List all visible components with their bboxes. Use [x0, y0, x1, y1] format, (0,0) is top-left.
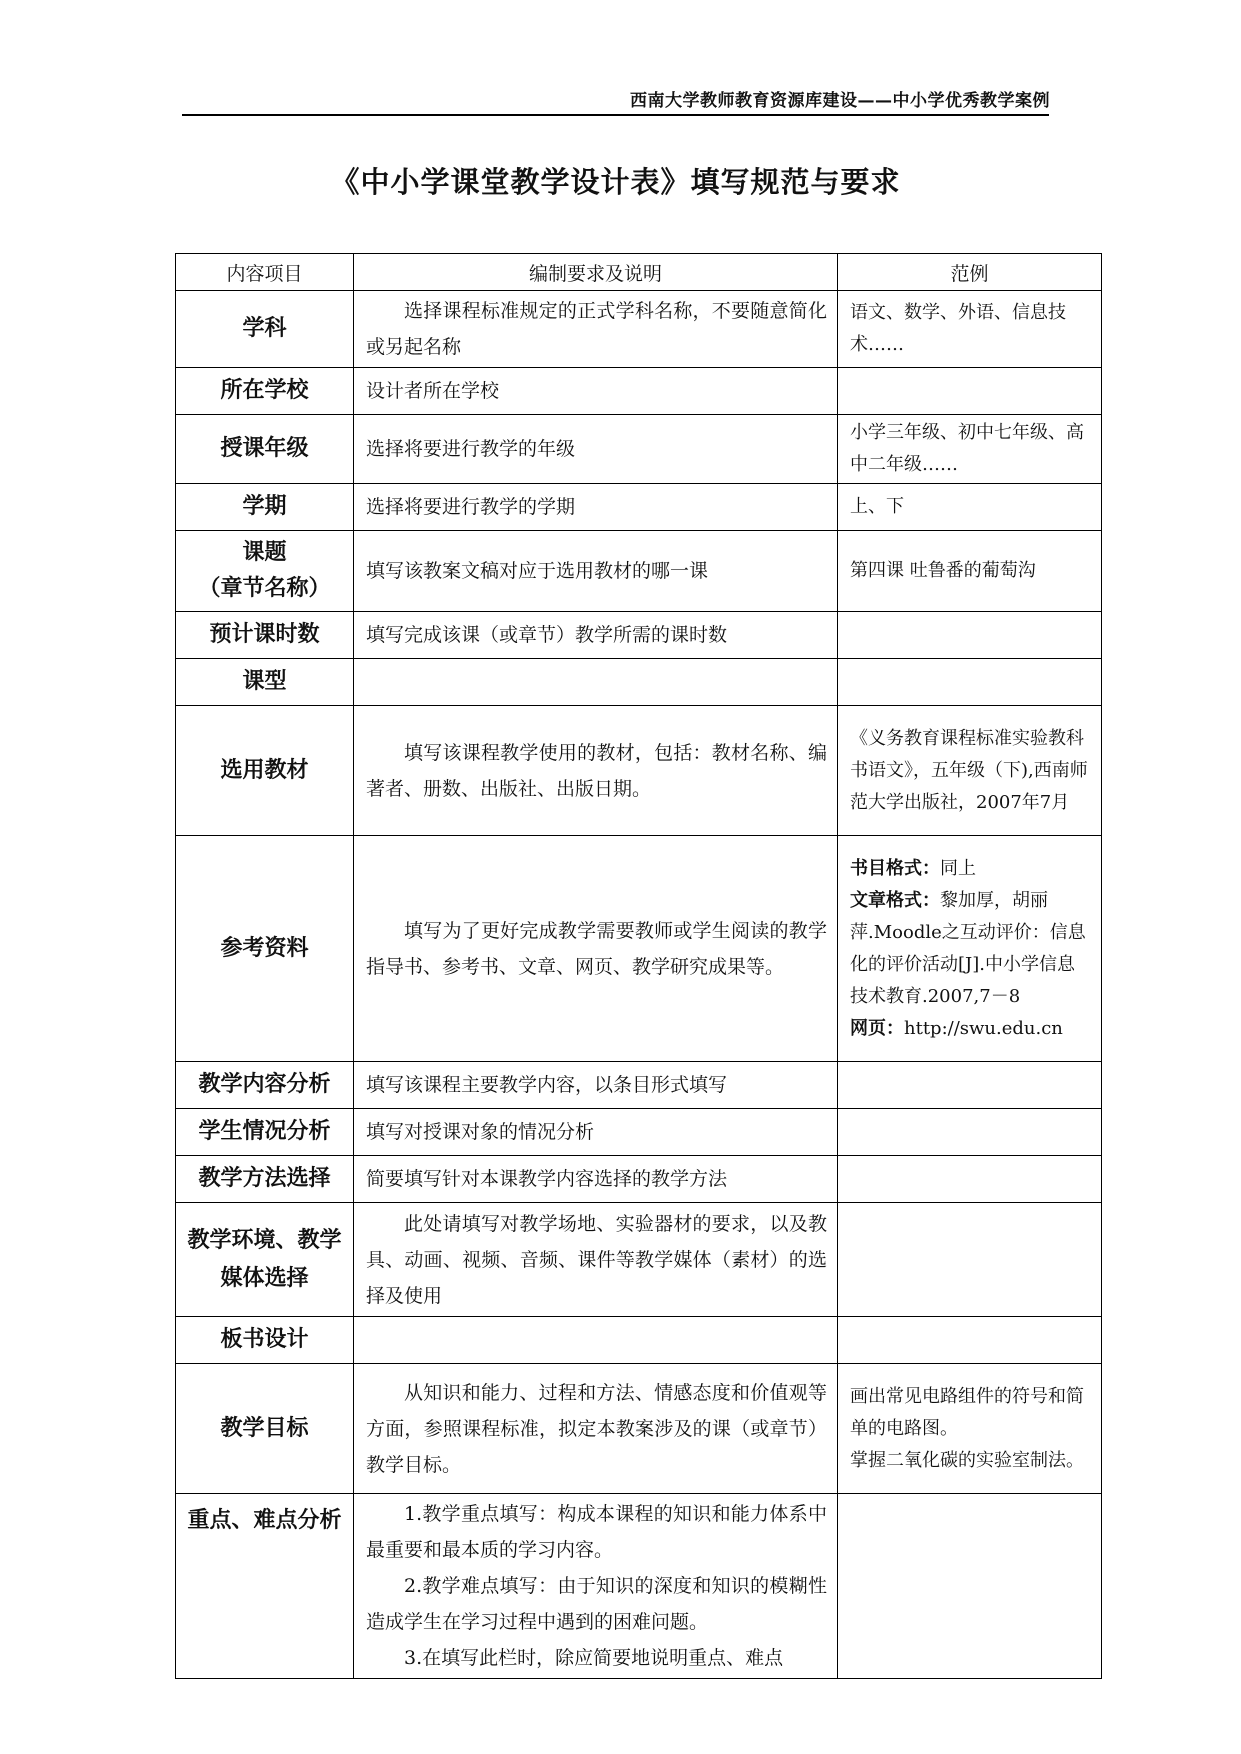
row-requirement	[354, 368, 838, 415]
column-header-requirements: 编制要求及说明	[354, 254, 838, 291]
example-webpage	[850, 1013, 1091, 1045]
requirement-text: 选择将要进行教学的年级	[366, 438, 576, 460]
requirement-text: 填写完成该课（或章节）教学所需的课时数	[366, 624, 728, 646]
table-row	[176, 484, 1102, 531]
row-example	[838, 291, 1102, 368]
design-spec-table	[175, 253, 1102, 1679]
row-item-label: 教学方法选择	[176, 1156, 354, 1203]
requirement-text: 简要填写针对本课教学内容选择的教学方法	[366, 1168, 728, 1190]
example-text: 《义务教育课程标准实验教科书语文》，五年级（下),西南师范大学出版社，2007年7月	[850, 727, 1088, 813]
example-url: http://swu.edu.cn	[904, 1017, 1063, 1039]
requirement-text: 2.教学难点填写：由于知识的深度和知识的模糊性造成学生在学习过程中遇到的困难问题。	[366, 1575, 827, 1633]
requirement-text: 选择将要进行教学的学期	[366, 496, 576, 518]
row-requirement	[354, 484, 838, 531]
row-requirement	[354, 1203, 838, 1317]
row-example	[838, 1109, 1102, 1156]
row-requirement	[354, 531, 838, 612]
row-requirement	[354, 612, 838, 659]
table-row	[176, 1494, 1102, 1679]
row-item-label: 重点、难点分析	[176, 1494, 354, 1679]
requirement-text: 设计者所在学校	[366, 380, 500, 402]
requirement-text: 1.教学重点填写：构成本课程的知识和能力体系中最重要和最本质的学习内容。	[366, 1503, 827, 1561]
row-item-label: 学科	[176, 291, 354, 368]
row-example	[838, 1317, 1102, 1364]
row-example	[838, 1203, 1102, 1317]
example-text: 上、下	[850, 496, 904, 517]
requirement-text: 填写该课程教学使用的教材，包括：教材名称、编著者、册数、出版社、出版日期。	[366, 741, 827, 800]
row-example	[838, 706, 1102, 836]
row-requirement	[354, 1156, 838, 1203]
row-item-label: 课型	[176, 659, 354, 706]
requirement-text: 选择课程标准规定的正式学科名称，不要随意简化或另起名称	[366, 300, 827, 358]
requirement-text: 此处请填写对教学场地、实验器材的要求，以及教具、动画、视频、音频、课件等教学媒体（素材）的选择及使用	[366, 1212, 827, 1307]
example-text: 同上	[940, 857, 976, 879]
row-item-label: 参考资料	[176, 836, 354, 1062]
example-text: 画出常见电路组件的符号和简单的电路图。 掌握二氧化碳的实验室制法。	[850, 1385, 1084, 1471]
row-example	[838, 531, 1102, 612]
requirement-text: 从知识和能力、过程和方法、情感态度和价值观等方面，参照课程标准，拟定本教案涉及的课（或章节）教学目标。	[366, 1381, 827, 1476]
row-item-label: 板书设计	[176, 1317, 354, 1364]
row-requirement	[354, 1494, 838, 1679]
row-item-label: 教学内容分析	[176, 1062, 354, 1109]
row-example	[838, 415, 1102, 484]
table-row	[176, 836, 1102, 1062]
table-row	[176, 1062, 1102, 1109]
row-item-label: 授课年级	[176, 415, 354, 484]
row-example	[838, 1156, 1102, 1203]
table-row	[176, 659, 1102, 706]
row-item-label: 选用教材	[176, 706, 354, 836]
row-item-label: 课题 （章节名称）	[176, 531, 354, 612]
table-row	[176, 706, 1102, 836]
table-row	[176, 291, 1102, 368]
row-requirement	[354, 1317, 838, 1364]
row-example	[838, 484, 1102, 531]
row-item-label: 教学环境、教学媒体选择	[176, 1203, 354, 1317]
requirement-text: 填写对授课对象的情况分析	[366, 1121, 595, 1143]
requirement-text: 填写该教案文稿对应于选用教材的哪一课	[366, 560, 709, 582]
row-example	[838, 1062, 1102, 1109]
table-row	[176, 1156, 1102, 1203]
running-header: 西南大学教师教育资源库建设——中小学优秀教学案例	[630, 91, 1050, 111]
example-text: 黎加厚，胡丽萍.Moodle之互动评价：信息化的评价活动[J].中小学信息技术教育.2007,7－8	[850, 889, 1086, 1007]
table-row	[176, 531, 1102, 612]
row-requirement	[354, 659, 838, 706]
row-item-label: 教学目标	[176, 1364, 354, 1494]
requirement-text: 填写该课程主要教学内容，以条目形式填写	[366, 1074, 728, 1096]
header-rule	[182, 114, 1049, 116]
row-example	[838, 612, 1102, 659]
row-requirement	[354, 291, 838, 368]
table-row	[176, 612, 1102, 659]
row-requirement	[354, 1109, 838, 1156]
row-requirement	[354, 1062, 838, 1109]
table-row	[176, 1317, 1102, 1364]
row-item-label: 所在学校	[176, 368, 354, 415]
row-requirement	[354, 415, 838, 484]
table-header-row	[176, 254, 1102, 291]
row-requirement	[354, 706, 838, 836]
row-requirement	[354, 836, 838, 1062]
example-text: 小学三年级、初中七年级、高中二年级……	[850, 422, 1084, 475]
row-example	[838, 836, 1102, 1062]
requirement-text: 填写为了更好完成教学需要教师或学生阅读的教学指导书、参考书、文章、网页、教学研究成果等。	[366, 919, 827, 978]
row-item-label: 学期	[176, 484, 354, 531]
row-example	[838, 1494, 1102, 1679]
row-example	[838, 368, 1102, 415]
table-row	[176, 1364, 1102, 1494]
example-label: 网页：	[850, 1017, 904, 1039]
requirement-text: 3.在填写此栏时，除应简要地说明重点、难点	[404, 1647, 784, 1669]
document-title: 《中小学课堂教学设计表》填写规范与要求	[330, 165, 901, 199]
example-label: 书目格式：	[850, 857, 940, 879]
row-example	[838, 659, 1102, 706]
column-header-example: 范例	[838, 254, 1102, 291]
example-text: 语文、数学、外语、信息技术……	[850, 302, 1066, 355]
row-item-label: 预计课时数	[176, 612, 354, 659]
table-row	[176, 1203, 1102, 1317]
table-row	[176, 1109, 1102, 1156]
example-bibliography	[850, 853, 1091, 885]
example-text: 第四课 吐鲁番的葡萄沟	[850, 560, 1036, 581]
table-row	[176, 415, 1102, 484]
row-item-label: 学生情况分析	[176, 1109, 354, 1156]
row-requirement	[354, 1364, 838, 1494]
column-header-item: 内容项目	[176, 254, 354, 291]
table-row	[176, 368, 1102, 415]
example-article	[850, 885, 1091, 1013]
row-example	[838, 1364, 1102, 1494]
example-label: 文章格式：	[850, 889, 940, 911]
